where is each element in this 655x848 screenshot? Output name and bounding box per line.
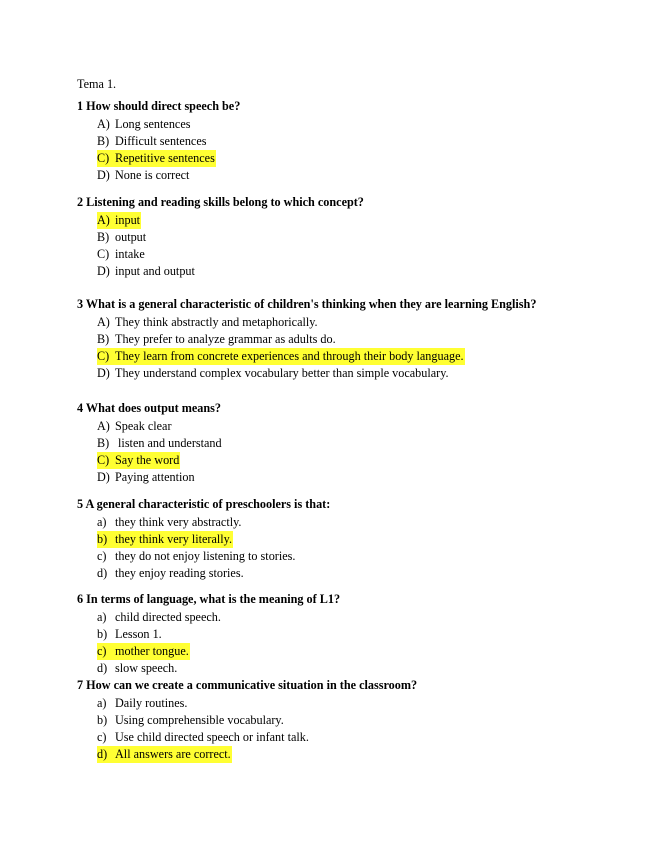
option-item: [97, 263, 364, 280]
highlighted-answer: d) All answers are correct.: [97, 747, 231, 761]
option-item: [97, 609, 340, 626]
highlighted-answer: b) they think very literally.: [97, 532, 232, 546]
question-7: [77, 677, 417, 763]
highlighted-answer: A) input: [97, 213, 141, 227]
answer-text: C) intake: [97, 247, 145, 261]
question-text: 7 How can we create a communicative situation in the classroom?: [77, 678, 418, 692]
options-list: [77, 695, 417, 763]
question-text: 5 A general characteristic of preschoolers is that:: [77, 497, 331, 511]
answer-text: B) listen and understand: [97, 436, 222, 450]
option-item: [97, 531, 330, 548]
answer-text: a) they think very abstractly.: [97, 515, 242, 529]
options-list: [77, 314, 536, 382]
option-item: [97, 565, 330, 582]
answer-text: D) input and output: [97, 264, 195, 278]
highlighted-answer: C) They learn from concrete experiences and through their body language.: [97, 349, 464, 363]
question-text: 1 How should direct speech be?: [77, 99, 241, 113]
option-item: [97, 695, 417, 712]
option-item: [97, 712, 417, 729]
option-item: [97, 548, 330, 565]
option-item: [97, 452, 223, 469]
option-item: [97, 167, 240, 184]
option-item: [97, 229, 364, 246]
options-list: [77, 418, 223, 486]
answer-text: A) They think abstractly and metaphorically.: [97, 315, 318, 329]
highlighted-answer: C) Repetitive sentences: [97, 151, 215, 165]
option-item: [97, 116, 240, 133]
answer-text: B) Difficult sentences: [97, 134, 207, 148]
answer-text: c) they do not enjoy listening to stories.: [97, 549, 296, 563]
question-6: [77, 591, 340, 677]
option-item: [97, 469, 223, 486]
option-item: [97, 435, 223, 452]
question-text: 3 What is a general characteristic of children's thinking when they are learning English?: [77, 297, 537, 311]
option-item: [97, 418, 223, 435]
answer-text: d) slow speech.: [97, 661, 178, 675]
options-list: [77, 212, 364, 280]
page-heading: Tema 1.: [77, 77, 117, 91]
highlighted-answer: C) Say the word: [97, 453, 180, 467]
question-text: 4 What does output means?: [77, 401, 222, 415]
option-item: [97, 348, 536, 365]
option-item: [97, 746, 417, 763]
answer-text: b) Lesson 1.: [97, 627, 162, 641]
answer-text: a) Daily routines.: [97, 696, 188, 710]
question-5: [77, 496, 330, 582]
answer-text: b) Using comprehensible vocabulary.: [97, 713, 284, 727]
question-text: 2 Listening and reading skills belong to which concept?: [77, 195, 364, 209]
option-item: [97, 246, 364, 263]
highlighted-answer: c) mother tongue.: [97, 644, 189, 658]
option-item: [97, 133, 240, 150]
option-item: [97, 660, 340, 677]
answer-text: D) Paying attention: [97, 470, 195, 484]
option-item: [97, 212, 364, 229]
answer-text: d) they enjoy reading stories.: [97, 566, 244, 580]
question-2: [77, 194, 364, 280]
answer-text: B) They prefer to analyze grammar as adults do.: [97, 332, 336, 346]
option-item: [97, 150, 240, 167]
question-text: 6 In terms of language, what is the meaning of L1?: [77, 592, 341, 606]
option-item: [97, 643, 340, 660]
options-list: [77, 116, 240, 184]
question-1: [77, 98, 240, 184]
options-list: [77, 609, 340, 677]
options-list: [77, 514, 330, 582]
answer-text: D) None is correct: [97, 168, 190, 182]
question-3: [77, 296, 536, 382]
option-item: [97, 729, 417, 746]
question-4: [77, 400, 223, 486]
option-item: [97, 365, 536, 382]
option-item: [97, 314, 536, 331]
answer-text: A) Speak clear: [97, 419, 172, 433]
option-item: [97, 514, 330, 531]
option-item: [97, 331, 536, 348]
answer-text: D) They understand complex vocabulary better than simple vocabulary.: [97, 366, 449, 380]
answer-text: a) child directed speech.: [97, 610, 221, 624]
answer-text: B) output: [97, 230, 147, 244]
option-item: [97, 626, 340, 643]
answer-text: c) Use child directed speech or infant talk.: [97, 730, 309, 744]
answer-text: A) Long sentences: [97, 117, 191, 131]
